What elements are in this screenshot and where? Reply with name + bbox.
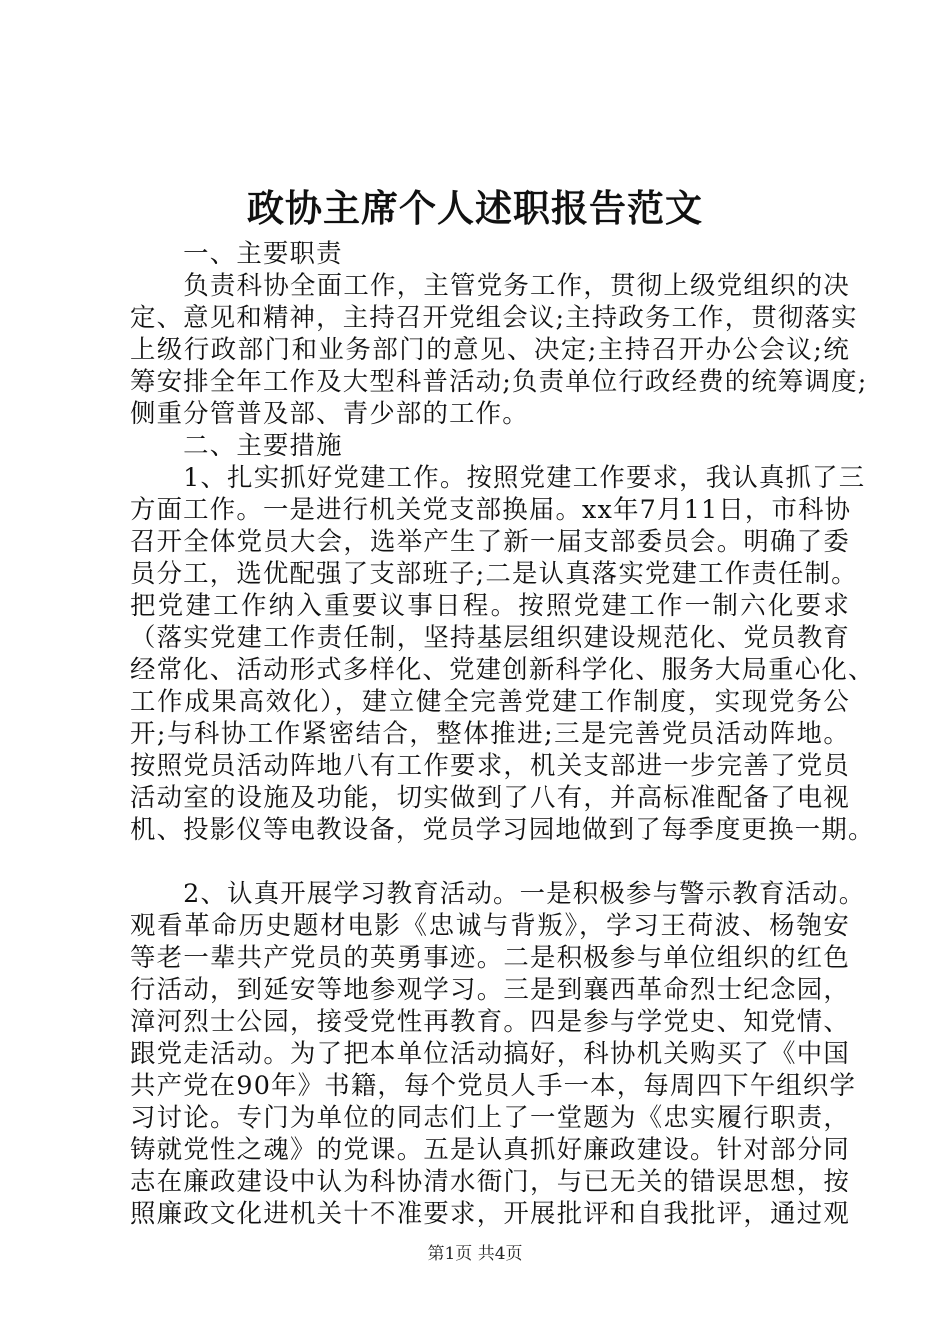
document-title: 政协主席个人述职报告范文	[247, 186, 703, 230]
text-line: 观看革命历史题材电影《忠诚与背叛》，学习王荷波、杨匏安	[130, 910, 850, 940]
text-line: 方面工作。一是进行机关党支部换届。xx年7月11日，市科协	[130, 494, 852, 524]
text-line: 把党建工作纳入重要议事日程。按照党建工作一制六化要求	[130, 590, 850, 620]
text-line: 活动室的设施及功能，切实做到了八有，并高标准配备了电视	[130, 782, 850, 812]
text-line: 负责科协全面工作，主管党务工作，贯彻上级党组织的决	[130, 270, 850, 300]
text-line: 经常化、活动形式多样化、党建创新科学化、服务大局重心化、	[130, 654, 875, 684]
text-line: 召开全体党员大会，选举产生了新一届支部委员会。明确了委	[130, 526, 850, 556]
text-line: 2、认真开展学习教育活动。一是积极参与警示教育活动。	[130, 878, 866, 908]
text-line: 跟党走活动。为了把本单位活动搞好，科协机关购买了《中国	[130, 1038, 850, 1068]
text-line: 1、扎实抓好党建工作。按照党建工作要求，我认真抓了三	[130, 462, 866, 492]
text-line: 一、主要职责	[130, 238, 343, 268]
text-line: 二、主要措施	[130, 430, 343, 460]
text-line: 机、投影仪等电教设备，党员学习园地做到了每季度更换一期。	[130, 814, 875, 844]
text-line: 开;与科协工作紧密结合，整体推进;三是完善党员活动阵地。	[130, 718, 850, 748]
text-line: 等老一辈共产党员的英勇事迹。二是积极参与单位组织的红色	[130, 942, 850, 972]
text-line: 员分工，选优配强了支部班子;二是认真落实党建工作责任制。	[130, 558, 858, 588]
text-line: 定、意见和精神，主持召开党组会议;主持政务工作，贯彻落实	[130, 302, 858, 332]
text-line: （落实党建工作责任制，坚持基层组织建设规范化、党员教育	[130, 622, 850, 652]
text-line: 照廉政文化进机关十不准要求，开展批评和自我批评，通过观	[130, 1198, 850, 1228]
text-line: 筹安排全年工作及大型科普活动;负责单位行政经费的统筹调度;	[130, 366, 868, 396]
text-line: 漳河烈士公园，接受党性再教育。四是参与学党史、知党情、	[130, 1006, 850, 1036]
text-line: 行活动，到延安等地参观学习。三是到襄西革命烈士纪念园，	[130, 974, 850, 1004]
text-line: 志在廉政建设中认为科协清水衙门，与已无关的错误思想，按	[130, 1166, 850, 1196]
text-line: 习讨论。专门为单位的同志们上了一堂题为《忠实履行职责，	[130, 1102, 850, 1132]
text-line: 共产党在90年》书籍，每个党员人手一本，每周四下午组织学	[130, 1070, 857, 1100]
text-line: 铸就党性之魂》的党课。五是认真抓好廉政建设。针对部分同	[130, 1134, 850, 1164]
text-line: 上级行政部门和业务部门的意见、决定;主持召开办公会议;统	[130, 334, 850, 364]
page-number: 第1页 共4页	[427, 1244, 523, 1264]
text-line: 工作成果高效化），建立健全完善党建工作制度，实现党务公	[130, 686, 850, 716]
text-line: 侧重分管普及部、青少部的工作。	[130, 398, 529, 428]
text-line: 按照党员活动阵地八有工作要求，机关支部进一步完善了党员	[130, 750, 850, 780]
